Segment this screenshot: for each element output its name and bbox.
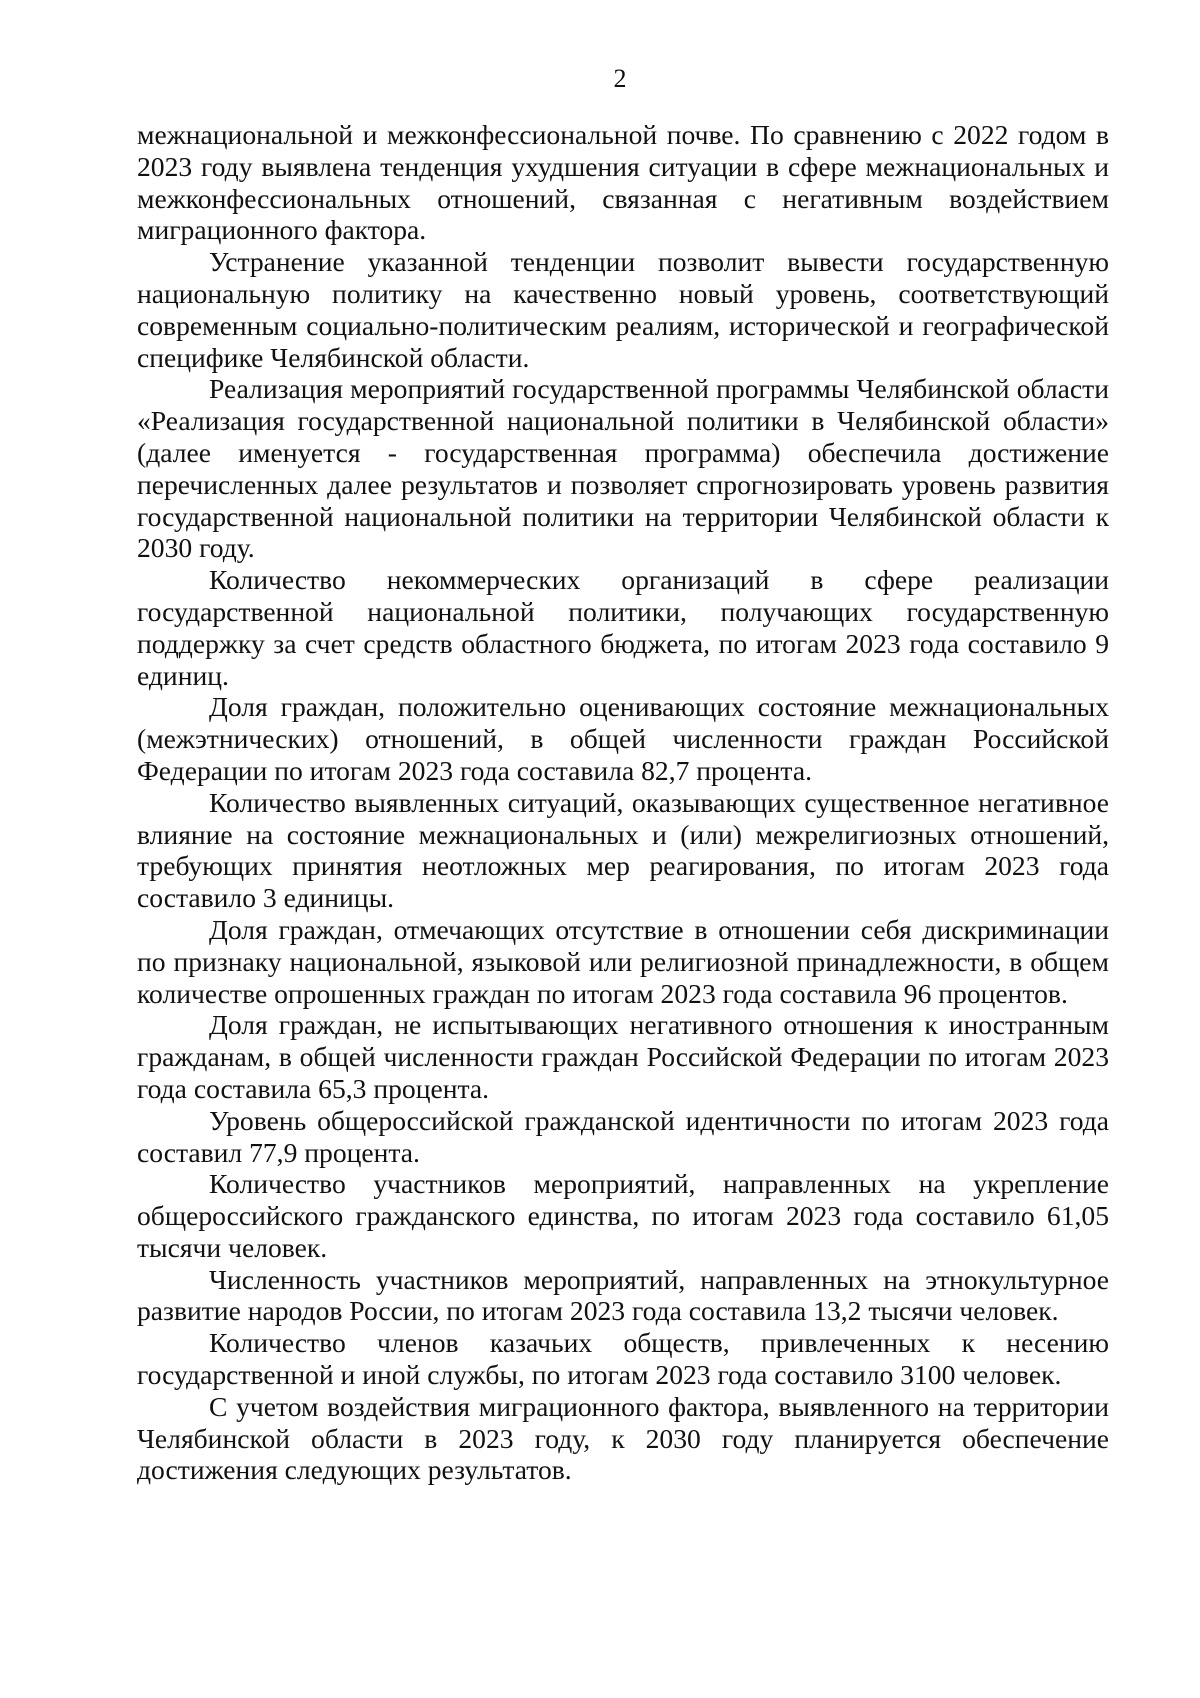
paragraph: Численность участников мероприятий, направленных на этнокультурное развитие народов России, по итогам 2023 года составила 13,2 тысячи человек. (137, 1263, 1109, 1327)
document-body (137, 119, 1109, 1486)
paragraph: Доля граждан, положительно оценивающих состояние межнациональных (межэтнических) отношений, в общей численности граждан Российской Федерации по итогам 2023 года составила 82,7 процента. (137, 691, 1109, 786)
paragraph: межнациональной и межконфессиональной почве. По сравнению с 2022 годом в 2023 году выявлена тенденция ухудшения ситуации в сфере межнациональных и межконфессиональных отношений, связанная с негативным воздействием миграционного фактора. (137, 119, 1109, 246)
paragraph: Реализация мероприятий государственной программы Челябинской области «Реализация государственной национальной политики в Челябинской области» (далее именуется - государственная программа) обеспечила достижение перечисленных далее результатов и позволяет спрогнозировать уровень развития государственной национальной политики на территории Челябинской области к 2030 году. (137, 373, 1109, 564)
paragraph: Количество некоммерческих организаций в сфере реализации государственной национальной политики, получающих государственную поддержку за счет средств областного бюджета, по итогам 2023 года составило 9 единиц. (137, 564, 1109, 691)
paragraph: С учетом воздействия миграционного фактора, выявленного на территории Челябинской области в 2023 году, к 2030 году планируется обеспечение достижения следующих результатов. (137, 1390, 1109, 1486)
paragraph: Количество выявленных ситуаций, оказывающих существенное негативное влияние на состояние межнациональных и (или) межрелигиозных отношений, требующих принятия неотложных мер реагирования, по итогам 2023 года составило 3 единицы. (137, 786, 1109, 914)
paragraph: Доля граждан, отмечающих отсутствие в отношении себя дискриминации по признаку национальной, языковой или религиозной принадлежности, в общем количестве опрошенных граждан по итогам 2023 года составила 96 процентов. (137, 913, 1109, 1009)
paragraph: Устранение указанной тенденции позволит вывести государственную национальную политику на качественно новый уровень, соответствующий современным социально-политическим реалиям, исторической и географической специфике Челябинской области. (137, 246, 1109, 373)
page-number: 2 (613, 64, 627, 93)
paragraph: Уровень общероссийской гражданской идентичности по итогам 2023 года составил 77,9 процента. (137, 1104, 1109, 1168)
paragraph: Количество участников мероприятий, направленных на укрепление общероссийского гражданского единства, по итогам 2023 года составило 61,05 тысячи человек. (137, 1168, 1109, 1263)
paragraph: Количество членов казачьих обществ, привлеченных к несению государственной и иной службы, по итогам 2023 года составило 3100 человек. (137, 1327, 1109, 1391)
paragraph: Доля граждан, не испытывающих негативного отношения к иностранным гражданам, в общей численности граждан Российской Федерации по итогам 2023 года составила 65,3 процента. (137, 1009, 1109, 1104)
